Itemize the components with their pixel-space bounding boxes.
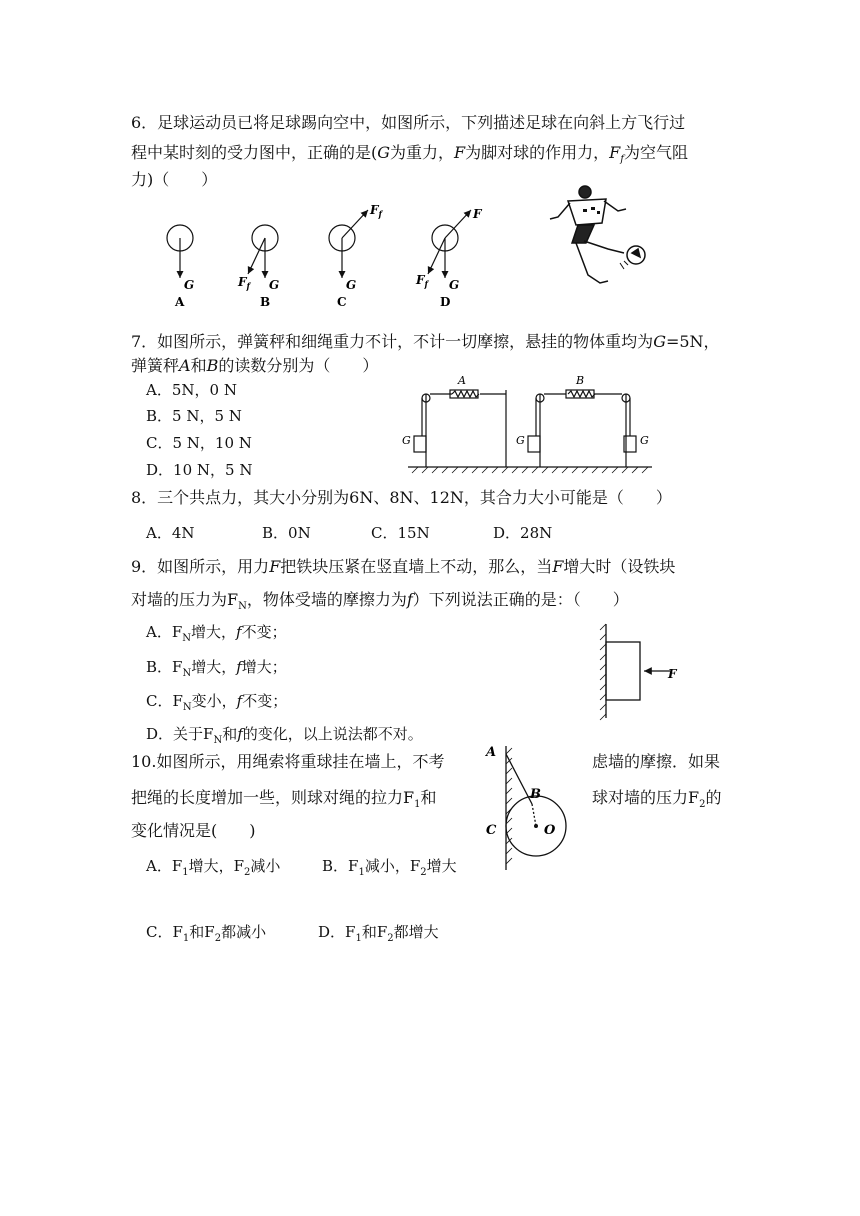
q9-option-a: A．$F_N$增大，f不变；	[146, 623, 287, 644]
q10-option-d: D．$F_1$和$F_2$都增大	[318, 923, 439, 944]
q10-line-1a: 10.如图所示，用绳索将重球挂在墙上，不考	[131, 752, 445, 771]
q6-force-diagrams	[150, 200, 530, 310]
label-g-b: G	[269, 278, 280, 292]
q6-line-2: 程中某时刻的受力图中，正确的是(G为重力，F为脚对球的作用力，$F_f$为空气阻	[131, 143, 688, 166]
label-g-left: G	[402, 434, 411, 447]
q9-line-2: 对墙的压力为$F_N$，物体受墙的摩擦力为f）下列说法正确的是：（ ）	[131, 590, 629, 613]
q9-option-d: D．关于$F_N$和f的变化，以上说法都不对。	[146, 725, 423, 746]
label-b: B	[260, 295, 271, 309]
label-f: F	[668, 667, 677, 681]
q6-line-3: 力)（ ）	[131, 170, 218, 189]
label-g-c: G	[346, 278, 357, 292]
label-g-d: G	[449, 278, 460, 292]
diagram-a	[167, 225, 194, 309]
label-ff-d: $F_f$	[416, 273, 428, 289]
q10-option-a: A．$F_1$增大，$F_2$减小	[146, 857, 281, 878]
soccer-player-illustration	[528, 183, 668, 293]
q7-line-2: 弹簧秤A和B的读数分别为（ ）	[131, 356, 379, 375]
label-g-middle: G	[516, 434, 525, 447]
q10-line-1b: 虑墙的摩擦．如果	[592, 752, 721, 771]
q7-option-d: D．10 N，5 N	[146, 461, 253, 479]
q7-spring-scale-figure	[400, 372, 660, 474]
q7-line-1: 7．如图所示，弹簧秤和细绳重力不计，不计一切摩擦，悬挂的物体重均为G=5N，	[131, 332, 720, 351]
label-f-d: F	[473, 207, 482, 221]
q7-option-b: B．5 N，5 N	[146, 407, 242, 425]
label-a: A	[486, 745, 497, 760]
label-g-right: G	[640, 434, 649, 447]
q10-ball-on-wall-figure	[482, 742, 592, 872]
q7-option-c: C．5 N，10 N	[146, 434, 252, 452]
q8-option-d: D．28N	[493, 524, 553, 542]
q9-option-c: C．$F_N$变小，f不变；	[146, 692, 288, 713]
label-o: O	[544, 823, 556, 838]
q9-line-1: 9．如图所示，用力F把铁块压紧在竖直墙上不动，那么，当F增大时（设铁块	[131, 557, 676, 576]
label-a: A	[175, 295, 185, 309]
q6-line-1: 6．足球运动员已将足球踢向空中，如图所示，下列描述足球在向斜上方飞行过	[131, 113, 686, 132]
label-b: B	[530, 787, 541, 802]
q8-line-1: 8．三个共点力，其大小分别为6N、8N、12N，其合力大小可能是（ ）	[131, 488, 672, 507]
q10-line-3: 变化情况是( )	[131, 821, 256, 840]
label-d: D	[440, 295, 451, 309]
label-spring-a: A	[458, 374, 466, 387]
label-ff-c: $F_f$	[370, 203, 382, 219]
q10-option-c: C．$F_1$和$F_2$都减小	[146, 923, 267, 944]
diagram-d	[415, 207, 483, 309]
q8-option-b: B．0N	[262, 524, 311, 542]
diagram-b	[237, 225, 279, 309]
q10-option-b: B．$F_1$减小，$F_2$增大	[322, 857, 457, 878]
label-spring-b: B	[576, 374, 585, 387]
q10-line-2a: 把绳的长度增加一些，则球对绳的拉力$F_1$和	[131, 788, 437, 811]
q8-option-c: C．15N	[371, 524, 430, 542]
q10-line-2b: 球对墙的压力$F_2$的	[592, 788, 722, 811]
label-g-a: G	[184, 278, 195, 292]
q9-wall-block-figure	[596, 620, 686, 720]
q8-option-a: A．4N	[146, 524, 195, 542]
q7-option-a: A．5N，0 N	[146, 381, 237, 399]
label-c: C	[486, 823, 497, 838]
label-c: C	[337, 295, 347, 309]
q9-option-b: B．$F_N$增大，f增大；	[146, 658, 287, 679]
diagram-c	[329, 203, 384, 309]
label-ff-b: $F_f$	[238, 275, 250, 291]
